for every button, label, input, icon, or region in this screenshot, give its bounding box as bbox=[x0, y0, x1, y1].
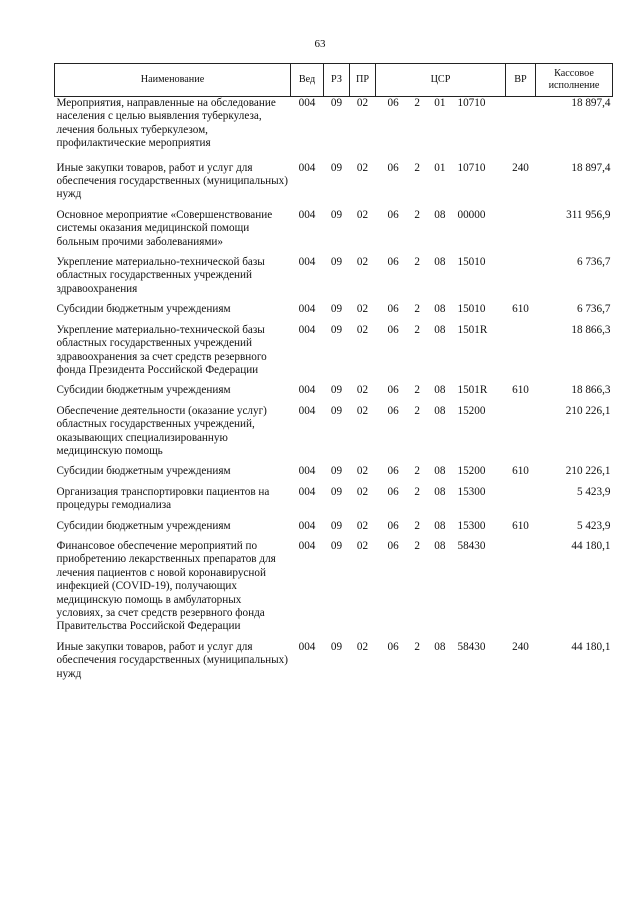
row-ved: 004 bbox=[298, 161, 316, 174]
row-name: Субсидии бюджетным учреждениям bbox=[56, 384, 231, 397]
row-vr bbox=[506, 256, 536, 303]
csr-event: 08 bbox=[434, 384, 446, 397]
table-row bbox=[55, 256, 613, 303]
row-amount: 18 866,3 bbox=[571, 323, 611, 336]
row-vr bbox=[506, 540, 536, 641]
row-vr bbox=[506, 97, 536, 158]
csr-subprogram: 2 bbox=[414, 303, 420, 316]
row-ved: 004 bbox=[298, 384, 316, 397]
row-name: Иные закупки товаров, работ и услуг для обеспечения государственных (муниципальных) нужд bbox=[56, 640, 288, 680]
row-pr: 02 bbox=[356, 384, 369, 397]
csr-program: 06 bbox=[387, 323, 399, 336]
row-name: Организация транспортировки пациентов на процедуры гемодиализа bbox=[56, 485, 270, 512]
csr-direction: 1501R bbox=[457, 323, 488, 336]
row-csr bbox=[376, 158, 506, 209]
row-csr bbox=[376, 303, 506, 323]
row-pr: 02 bbox=[356, 640, 369, 653]
csr-event: 08 bbox=[434, 208, 446, 221]
row-ved: 004 bbox=[298, 519, 316, 532]
csr-direction: 15200 bbox=[457, 404, 486, 417]
table-row bbox=[55, 520, 613, 540]
row-rz: 09 bbox=[330, 485, 343, 498]
row-csr bbox=[376, 405, 506, 466]
row-name: Субсидии бюджетным учреждениям bbox=[56, 303, 231, 316]
csr-subprogram: 2 bbox=[414, 256, 420, 269]
csr-direction: 10710 bbox=[457, 161, 486, 174]
row-pr: 02 bbox=[356, 485, 369, 498]
row-csr bbox=[376, 384, 506, 404]
row-csr bbox=[376, 97, 506, 158]
row-pr: 02 bbox=[356, 161, 369, 174]
row-rz: 09 bbox=[330, 519, 343, 532]
csr-program: 06 bbox=[387, 256, 399, 269]
csr-subprogram: 2 bbox=[414, 465, 420, 478]
table-row bbox=[55, 384, 613, 404]
csr-subprogram: 2 bbox=[414, 519, 420, 532]
row-vr bbox=[506, 209, 536, 256]
row-amount: 44 180,1 bbox=[571, 640, 611, 653]
row-ved: 004 bbox=[298, 256, 316, 269]
csr-program: 06 bbox=[387, 519, 399, 532]
row-amount: 18 897,4 bbox=[571, 161, 611, 174]
row-rz: 09 bbox=[330, 303, 343, 316]
row-vr bbox=[506, 324, 536, 385]
row-name: Укрепление материально-технической базы областных государственных учреждений здравоохранения bbox=[56, 256, 265, 295]
table-row bbox=[55, 540, 613, 641]
csr-direction: 15300 bbox=[457, 485, 486, 498]
csr-program: 06 bbox=[387, 485, 399, 498]
row-pr: 02 bbox=[356, 465, 369, 478]
csr-event: 08 bbox=[434, 256, 446, 269]
csr-direction: 58430 bbox=[457, 539, 486, 552]
csr-direction: 58430 bbox=[457, 640, 486, 653]
row-name: Финансовое обеспечение мероприятий по приобретению лекарственных препаратов для лечения пациентов с новой коронавирусной инфекцией (COVID-19), получающих медицинскую помощь в амбулаторных условиях, за счет средств резервного фонда Правительства Российской Федерации bbox=[56, 539, 276, 633]
csr-subprogram: 2 bbox=[414, 404, 420, 417]
csr-subprogram: 2 bbox=[414, 384, 420, 397]
csr-event: 08 bbox=[434, 303, 446, 316]
row-ved: 004 bbox=[298, 640, 316, 653]
row-pr: 02 bbox=[356, 323, 369, 336]
csr-subprogram: 2 bbox=[414, 97, 420, 109]
table-row bbox=[55, 641, 613, 688]
row-ved: 004 bbox=[298, 97, 316, 109]
row-rz: 09 bbox=[330, 161, 343, 174]
csr-program: 06 bbox=[387, 539, 399, 552]
row-pr: 02 bbox=[356, 97, 369, 109]
row-amount: 44 180,1 bbox=[571, 539, 611, 552]
row-rz: 09 bbox=[330, 97, 343, 109]
row-rz: 09 bbox=[330, 384, 343, 397]
table-row bbox=[55, 324, 613, 385]
row-vr bbox=[506, 486, 536, 520]
table-header-row bbox=[55, 64, 613, 97]
table-row bbox=[55, 405, 613, 466]
row-vr: 240 bbox=[512, 161, 529, 174]
row-amount: 5 423,9 bbox=[576, 485, 611, 498]
row-rz: 09 bbox=[330, 256, 343, 269]
header-vr: ВР bbox=[506, 64, 536, 97]
csr-subprogram: 2 bbox=[414, 640, 420, 653]
row-pr: 02 bbox=[356, 539, 369, 552]
row-amount: 18 897,4 bbox=[571, 97, 611, 109]
csr-event: 08 bbox=[434, 640, 446, 653]
csr-event: 08 bbox=[434, 404, 446, 417]
row-amount: 311 956,9 bbox=[566, 208, 611, 221]
csr-direction: 15300 bbox=[457, 519, 486, 532]
row-name: Субсидии бюджетным учреждениям bbox=[56, 465, 231, 478]
header-rz: РЗ bbox=[324, 64, 350, 97]
csr-direction: 15010 bbox=[457, 256, 486, 269]
row-vr: 610 bbox=[512, 465, 529, 478]
row-amount: 18 866,3 bbox=[571, 384, 611, 397]
row-name: Укрепление материально-технической базы областных государственных учреждений здравоохранения за счет средств резервного фонда Президента Российской Федерации bbox=[56, 323, 267, 376]
row-amount: 210 226,1 bbox=[565, 404, 611, 417]
row-csr bbox=[376, 486, 506, 520]
csr-event: 08 bbox=[434, 465, 446, 478]
csr-program: 06 bbox=[387, 404, 399, 417]
csr-direction: 10710 bbox=[457, 97, 486, 109]
table-row bbox=[55, 486, 613, 520]
row-ved: 004 bbox=[298, 323, 316, 336]
row-amount: 6 736,7 bbox=[576, 303, 611, 316]
row-pr: 02 bbox=[356, 208, 369, 221]
csr-subprogram: 2 bbox=[414, 539, 420, 552]
row-name: Обеспечение деятельности (оказание услуг) областных государственных учреждений, оказывающих специализированную медицинскую помощь bbox=[56, 404, 267, 457]
row-rz: 09 bbox=[330, 465, 343, 478]
csr-subprogram: 2 bbox=[414, 323, 420, 336]
csr-subprogram: 2 bbox=[414, 208, 420, 221]
csr-direction: 15010 bbox=[457, 303, 486, 316]
row-csr bbox=[376, 209, 506, 256]
row-rz: 09 bbox=[330, 208, 343, 221]
row-name: Субсидии бюджетным учреждениям bbox=[56, 519, 231, 532]
header-pr: ПР bbox=[350, 64, 376, 97]
table-body bbox=[55, 97, 613, 689]
header-amount: Кассовое исполнение bbox=[536, 64, 613, 97]
row-amount: 210 226,1 bbox=[565, 465, 611, 478]
row-amount: 6 736,7 bbox=[576, 256, 611, 269]
row-name: Основное мероприятие «Совершенствование системы оказания медицинской помощи больным прочими заболеваниями» bbox=[56, 208, 273, 248]
row-pr: 02 bbox=[356, 519, 369, 532]
table-row bbox=[55, 465, 613, 485]
row-rz: 09 bbox=[330, 323, 343, 336]
row-vr: 240 bbox=[512, 640, 529, 653]
csr-event: 01 bbox=[434, 97, 446, 109]
table-row bbox=[55, 158, 613, 209]
row-csr bbox=[376, 540, 506, 641]
csr-program: 06 bbox=[387, 97, 399, 109]
row-rz: 09 bbox=[330, 539, 343, 552]
header-ved: Вед bbox=[291, 64, 324, 97]
row-csr bbox=[376, 641, 506, 688]
header-csr: ЦСР bbox=[376, 64, 506, 97]
row-vr: 610 bbox=[512, 303, 529, 316]
row-ved: 004 bbox=[298, 208, 316, 221]
row-pr: 02 bbox=[356, 256, 369, 269]
csr-program: 06 bbox=[387, 640, 399, 653]
row-ved: 004 bbox=[298, 485, 316, 498]
table-row bbox=[55, 97, 613, 158]
table-row bbox=[55, 303, 613, 323]
csr-event: 08 bbox=[434, 323, 446, 336]
csr-program: 06 bbox=[387, 465, 399, 478]
row-ved: 004 bbox=[298, 465, 316, 478]
csr-program: 06 bbox=[387, 208, 399, 221]
row-ved: 004 bbox=[298, 303, 316, 316]
csr-subprogram: 2 bbox=[414, 485, 420, 498]
row-ved: 004 bbox=[298, 404, 316, 417]
row-vr bbox=[506, 405, 536, 466]
csr-event: 01 bbox=[434, 161, 446, 174]
row-amount: 5 423,9 bbox=[576, 519, 611, 532]
csr-event: 08 bbox=[434, 519, 446, 532]
csr-event: 08 bbox=[434, 539, 446, 552]
row-vr: 610 bbox=[512, 384, 529, 397]
row-pr: 02 bbox=[356, 303, 369, 316]
header-name: Наименование bbox=[55, 64, 291, 97]
row-rz: 09 bbox=[330, 404, 343, 417]
table-row bbox=[55, 209, 613, 256]
budget-execution-table bbox=[54, 63, 613, 688]
row-ved: 004 bbox=[298, 539, 316, 552]
row-csr bbox=[376, 324, 506, 385]
csr-program: 06 bbox=[387, 384, 399, 397]
csr-direction: 00000 bbox=[457, 208, 486, 221]
csr-direction: 15200 bbox=[457, 465, 486, 478]
csr-subprogram: 2 bbox=[414, 161, 420, 174]
row-pr: 02 bbox=[356, 404, 369, 417]
row-name: Иные закупки товаров, работ и услуг для обеспечения государственных (муниципальных) нужд bbox=[56, 161, 288, 201]
row-vr: 610 bbox=[512, 519, 529, 532]
row-csr bbox=[376, 465, 506, 485]
row-rz: 09 bbox=[330, 640, 343, 653]
csr-program: 06 bbox=[387, 303, 399, 316]
csr-program: 06 bbox=[387, 161, 399, 174]
row-csr bbox=[376, 256, 506, 303]
row-name: Мероприятия, направленные на обследование населения с целью выявления туберкулеза, лечения больных туберкулезом, профилактические мероприятия bbox=[56, 97, 276, 150]
page-number: 63 bbox=[314, 38, 326, 50]
row-csr bbox=[376, 520, 506, 540]
csr-event: 08 bbox=[434, 485, 446, 498]
csr-direction: 1501R bbox=[457, 384, 488, 397]
